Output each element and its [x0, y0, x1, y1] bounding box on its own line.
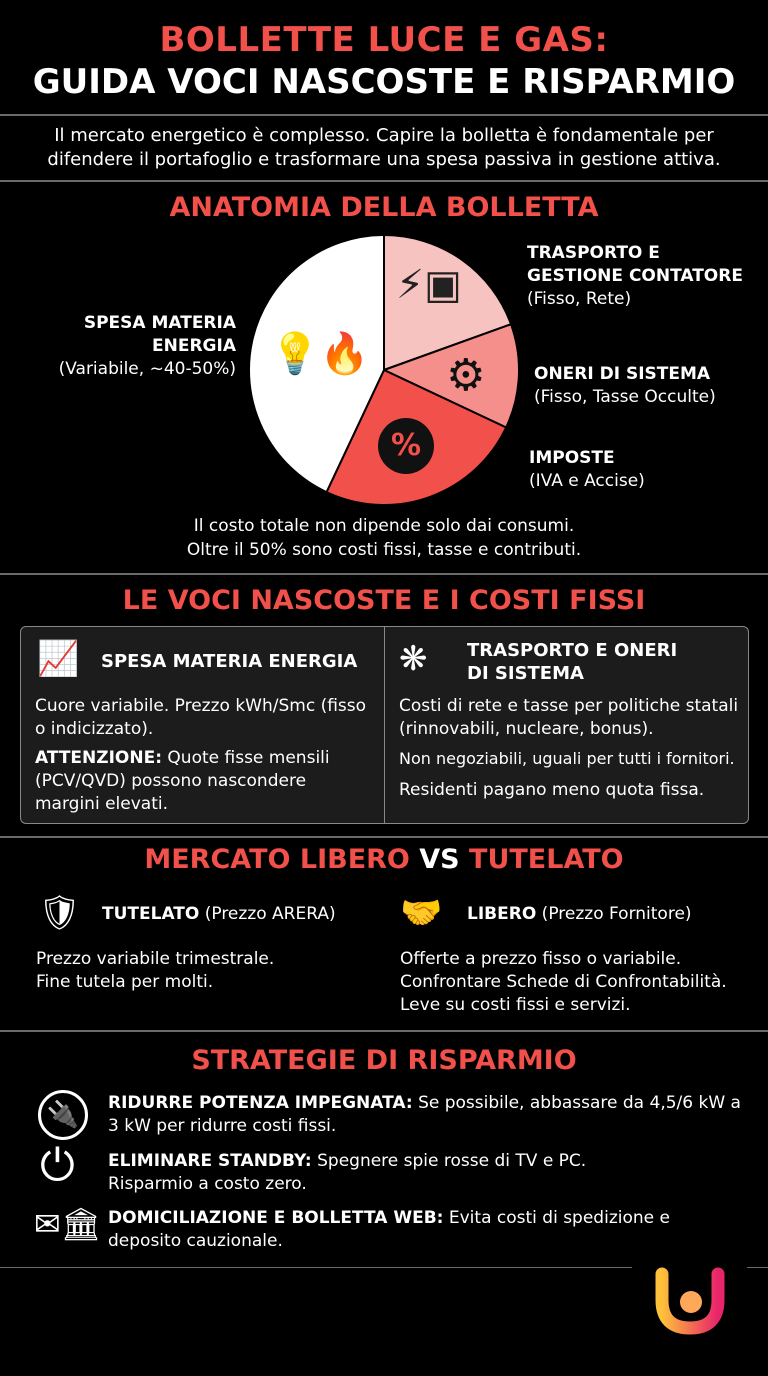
percent-coins-icon: % — [378, 418, 434, 474]
title-line-1: BOLLETTE LUCE E GAS: — [159, 20, 609, 60]
lightbulb-flame-icon: 💡🔥 — [270, 331, 370, 377]
section-title-strategies: STRATEGIE DI RISPARMIO — [191, 1045, 577, 1076]
pylon-meter-icon: ⚡▣ — [396, 262, 462, 308]
divider — [0, 114, 768, 116]
divider — [0, 573, 768, 575]
section-title-anatomy: ANATOMIA DELLA BOLLETTA — [169, 192, 599, 223]
left-card-warning: ATTENZIONE: Quote fisse mensili (PCV/QVD) possono nascondere margini elevati. — [35, 748, 330, 814]
divider — [0, 1030, 768, 1032]
label-materia: SPESA MATERIA ENERGIA (Variabile, ~40-50%) — [58, 313, 236, 379]
left-card-title: SPESA MATERIA ENERGIA — [101, 651, 358, 672]
strategy-item: ELIMINARE STANDBY: Spegnere spie rosse di TV e PC. Risparmio a costo zero. — [108, 1151, 587, 1194]
tutelato-heading: TUTELATO (Prezzo ARERA) — [102, 904, 336, 924]
gear-euro-icon: ⚙ — [446, 350, 486, 401]
libero-heading: LIBERO (Prezzo Fornitore) — [467, 904, 692, 924]
label-oneri: ONERI DI SISTEMA (Fisso, Tasse Occulte) — [534, 364, 716, 407]
section-title-market: MERCATO LIBERO VS TUTELATO — [144, 844, 624, 875]
left-card-text: Cuore variabile. Prezzo kWh/Smc (fisso o indicizzato). — [35, 696, 367, 739]
divider — [0, 1267, 632, 1268]
right-card-title: TRASPORTO E ONERI DI SISTEMA — [467, 640, 678, 684]
tutelato-text: Prezzo variabile trimestrale. Fine tutela per molti. — [36, 949, 275, 992]
label-imposte: IMPOSTE (IVA e Accise) — [529, 448, 645, 491]
strategy-item: DOMICILIAZIONE E BOLLETTA WEB: Evita costi di spedizione e deposito cauzionale. — [108, 1208, 670, 1251]
plug-icon: 🔌 — [38, 1090, 88, 1140]
right-card-text-2: Non negoziabili, uguali per tutti i fornitori. — [399, 749, 735, 768]
section-title-hidden: LE VOCI NASCOSTE E I COSTI FISSI — [122, 585, 646, 616]
growth-chart-icon: 📈 — [37, 639, 80, 679]
anatomy-note: Il costo totale non dipende solo dai consumi. Oltre il 50% sono costi fissi, tasse e contributi. — [186, 516, 582, 560]
libero-text: Offerte a prezzo fisso o variabile. Confrontare Schede di Confrontabilità. Leve su costi fissi e servizi. — [400, 949, 727, 1015]
right-card-text-3: Residenti pagano meno quota fissa. — [399, 780, 705, 800]
hidden-costs-panel — [20, 626, 749, 824]
divider — [0, 836, 768, 838]
envelope-bank-icon: ✉🏛 — [34, 1205, 102, 1243]
title-line-2: GUIDA VOCI NASCOSTE E RISPARMIO — [32, 62, 736, 102]
handshake-icon: 🤝 — [400, 893, 443, 933]
strategy-item: RIDURRE POTENZA IMPEGNATA: Se possibile, abbassare da 4,5/6 kW a 3 kW per ridurre costi fissi. — [108, 1093, 741, 1136]
label-trasporto: TRASPORTO E GESTIONE CONTATORE (Fisso, Rete) — [527, 243, 743, 309]
network-person-icon: ❋ — [399, 639, 428, 679]
right-card-text-1: Costi di rete e tasse per politiche statali (rinnovabili, nucleare, bonus). — [399, 696, 739, 739]
divider — [0, 180, 768, 182]
brand-logo — [654, 1266, 726, 1336]
power-icon: ⏻ — [40, 1140, 75, 1191]
divider — [747, 1267, 768, 1268]
shield-icon: 🛡 — [38, 893, 82, 933]
intro-text: Il mercato energetico è complesso. Capire la bolletta è fondamentale per difendere il portafoglio e trasformare una spesa passiva in gestione attiva. — [47, 125, 721, 170]
